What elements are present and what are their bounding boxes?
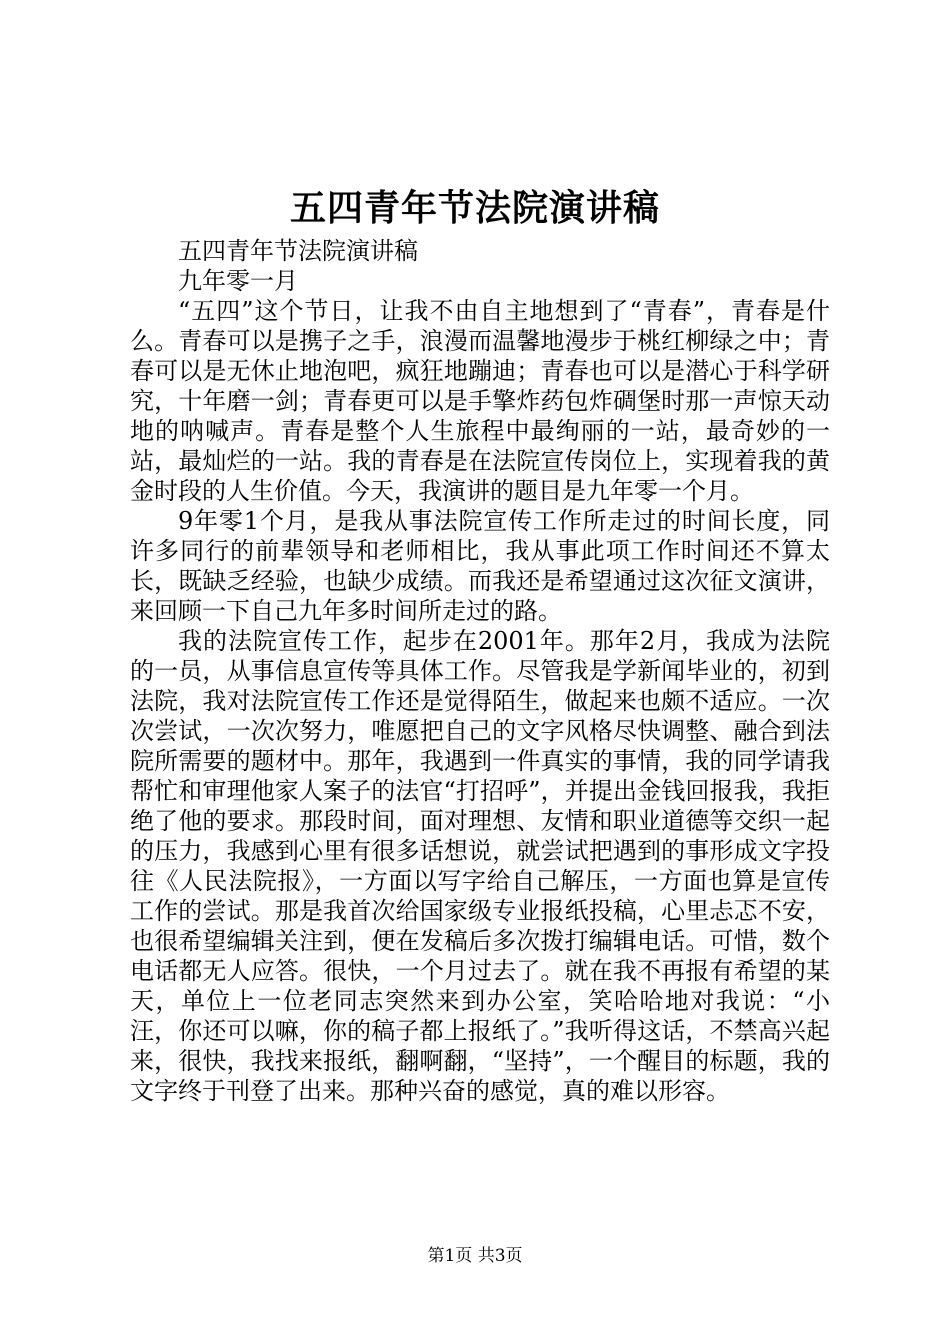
document-body	[130, 236, 830, 1106]
document-title: 五四青年节法院演讲稿	[289, 187, 660, 229]
paragraph-2: 9年零1个月，是我从事法院宣传工作所走过的时间长度，同许多同行的前辈领导和老师相比，我从事此项工作时间还不算太长，既缺乏经验，也缺少成绩。而我还是希望通过这次征文演讲，来回顾一下自己九年多时间所走过的路。	[130, 507, 830, 625]
paragraph-subtitle: 五四青年节法院演讲稿	[178, 237, 418, 265]
paragraph-1: “五四”这个节日，让我不由自主地想到了“青春”，青春是什么。青春可以是携子之手，浪漫而温馨地漫步于桃红柳绿之中；青春可以是无休止地泡吧，疯狂地蹦迪；青春也可以是潜心于科学研究，十年磨一剑；青春更可以是手擎炸药包炸碉堡时那一声惊天动地的呐喊声。青春是整个人生旅程中最绚丽的一站，最奇妙的一站，最灿烂的一站。我的青春是在法院宣传岗位上，实现着我的黄金时段的人生价值。今天，我演讲的题目是九年零一个月。	[130, 297, 830, 505]
paragraph-3: 我的法院宣传工作，起步在2001年。那年2月，我成为法院的一员，从事信息宣传等具体工作。尽管我是学新闻毕业的，初到法院，我对法院宣传工作还是觉得陌生，做起来也颇不适应。一次次尝试，一次次努力，唯愿把自己的文字风格尽快调整、融合到法院所需要的题材中。那年，我遇到一件真实的事情，我的同学请我帮忙和审理他家人案子的法官“打招呼”，并提出金钱回报我，我拒绝了他的要求。那段时间，面对理想、友情和职业道德等交织一起的压力，我感到心里有很多话想说，就尝试把遇到的事形成文字投往《人民法院报》，一方面以写字给自己解压，一方面也算是宣传工作的尝试。那是我首次给国家级专业报纸投稿，心里忐忑不安，也很希望编辑关注到，便在发稿后多次拨打编辑电话。可惜，数个电话都无人应答。很快，一个月过去了。就在我不再报有希望的某天，单位上一位老同志突然来到办公室，笑哈哈地对我说：“小汪，你还可以嘛，你的稿子都上报纸了。”我听得这话，不禁高兴起来，很快，我找来报纸，翻啊翻，“坚持”，一个醒目的标题，我的文字终于刊登了出来。那种兴奋的感觉，真的难以形容。	[130, 627, 830, 1105]
paragraph-heading: 九年零一月	[178, 267, 298, 295]
page-footer: 第1页 共3页	[427, 1246, 523, 1266]
